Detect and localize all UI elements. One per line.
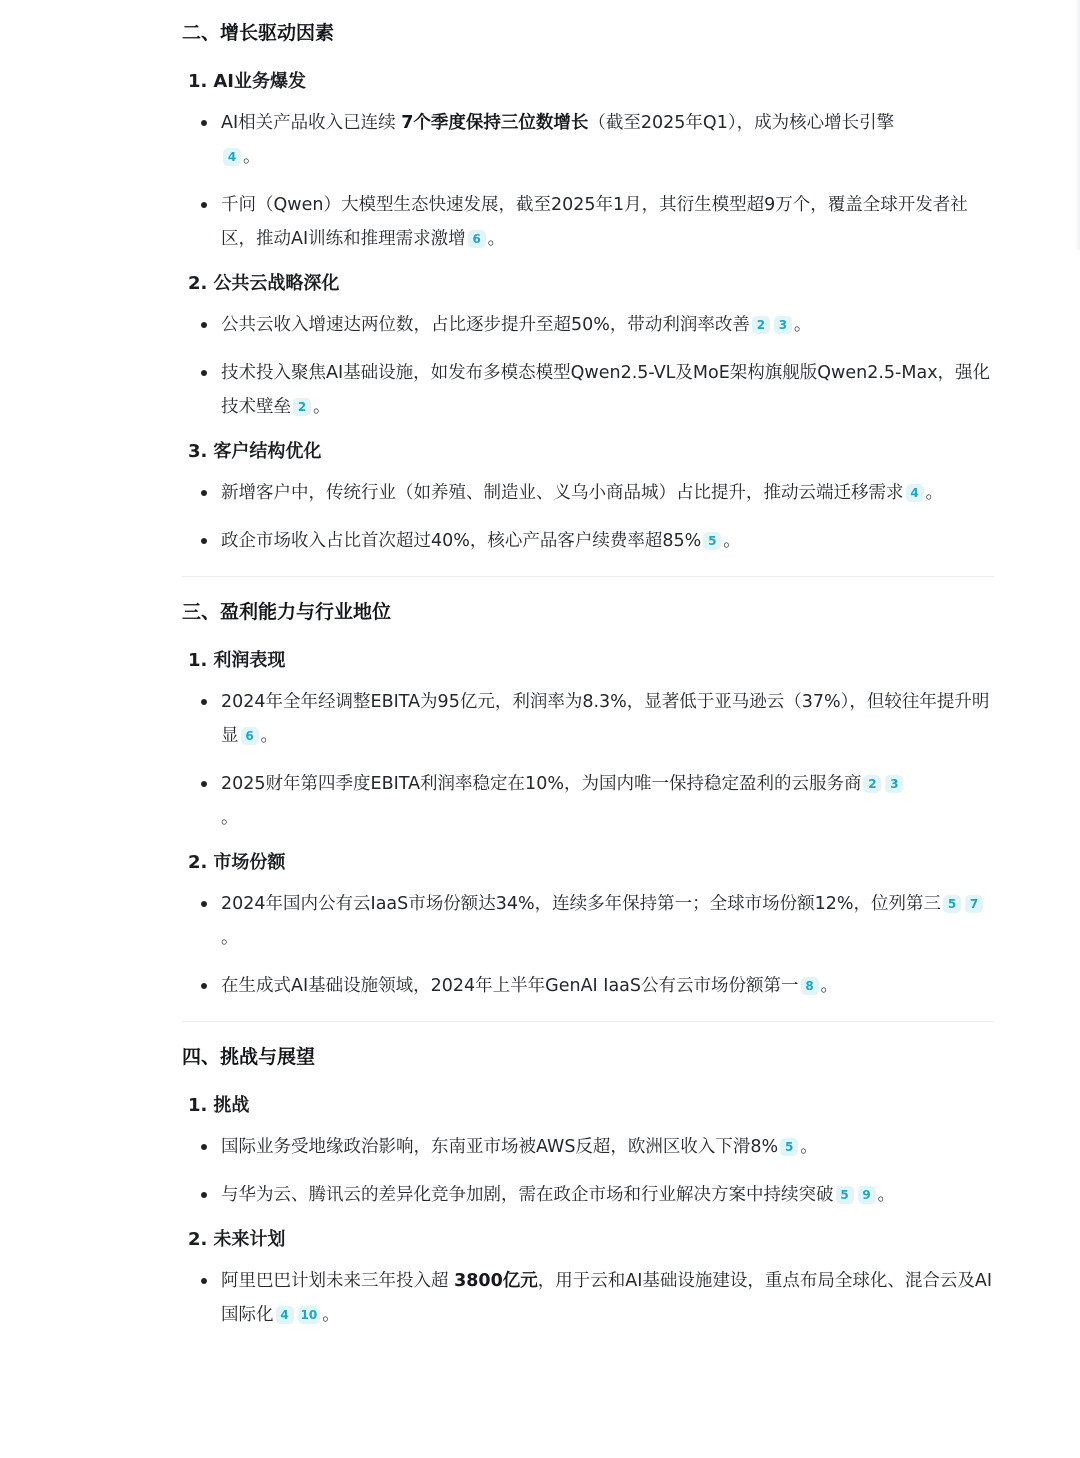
citation-badge[interactable]: 3 bbox=[774, 316, 792, 334]
subheading-challenges: 1. 挑战 bbox=[188, 1095, 250, 1116]
list-item: 公共云收入增速达两位数，占比逐步提升至超50%，带动利润率改善 2 3 。 bbox=[182, 308, 994, 342]
citation-badge[interactable]: 5 bbox=[780, 1138, 798, 1156]
list-item: 2024年国内公有云IaaS市场份额达34%，连续多年保持第一；全球市场份额12%，位列第三 5 7。 bbox=[182, 887, 994, 955]
subheading-customer-structure: 3. 客户结构优化 bbox=[188, 441, 322, 462]
subheading-profit-performance: 1. 利润表现 bbox=[188, 650, 286, 671]
list-item: 新增客户中，传统行业（如养殖、制造业、义乌小商品城）占比提升，推动云端迁移需求 4 。 bbox=[182, 476, 994, 510]
bullet-list bbox=[182, 308, 994, 424]
list-item: 国际业务受地缘政治影响，东南亚市场被AWS反超，欧洲区收入下滑8% 5 。 bbox=[182, 1130, 994, 1164]
citation-badge[interactable]: 10 bbox=[298, 1306, 321, 1324]
citation-badge[interactable]: 3 bbox=[885, 775, 903, 793]
bullet-list bbox=[182, 685, 994, 835]
bullet-list bbox=[182, 1130, 994, 1212]
list-item: 政企市场收入占比首次超过40%，核心产品客户续费率超85% 5 。 bbox=[182, 524, 994, 558]
bullet-list bbox=[182, 106, 994, 256]
section-heading-challenges-outlook: 四、挑战与展望 bbox=[182, 1046, 316, 1068]
list-item: AI相关产品收入已连续 7个季度保持三位数增长（截至2025年Q1），成为核心增长引擎 4 。 bbox=[182, 106, 994, 174]
report-document bbox=[182, 0, 994, 1332]
citation-badge[interactable]: 4 bbox=[223, 148, 241, 166]
list-item: 阿里巴巴计划未来三年投入超 3800亿元，用于云和AI基础设施建设，重点布局全球化、混合云及AI国际化 4 10 。 bbox=[182, 1264, 994, 1332]
citation-badge[interactable]: 8 bbox=[801, 977, 819, 995]
citation-badge[interactable]: 6 bbox=[468, 230, 486, 248]
citation-badge[interactable]: 5 bbox=[943, 895, 961, 913]
list-item: 在生成式AI基础设施领域，2024年上半年GenAI IaaS公有云市场份额第一 8 。 bbox=[182, 969, 994, 1003]
citation-badge[interactable]: 7 bbox=[965, 895, 983, 913]
bullet-list bbox=[182, 887, 994, 1003]
subheading-future-plans: 2. 未来计划 bbox=[188, 1229, 286, 1250]
citation-badge[interactable]: 2 bbox=[863, 775, 881, 793]
citation-badge[interactable]: 4 bbox=[276, 1306, 294, 1324]
section-heading-growth-drivers: 二、增长驱动因素 bbox=[182, 22, 335, 44]
list-item: 2024年全年经调整EBITA为95亿元，利润率为8.3%，显著低于亚马逊云（37%），但较往年提升明显 6 。 bbox=[182, 685, 994, 753]
list-item: 千问（Qwen）大模型生态快速发展，截至2025年1月，其衍生模型超9万个，覆盖全球开发者社区，推动AI训练和推理需求激增 6 。 bbox=[182, 188, 994, 256]
bullet-list bbox=[182, 1264, 994, 1332]
citation-badge[interactable]: 4 bbox=[906, 484, 924, 502]
scrollbar-track[interactable] bbox=[1074, 0, 1080, 250]
subheading-market-share: 2. 市场份额 bbox=[188, 852, 286, 873]
section-heading-profitability: 三、盈利能力与行业地位 bbox=[182, 601, 392, 623]
citation-badge[interactable]: 9 bbox=[858, 1186, 876, 1204]
list-item: 技术投入聚焦AI基础设施，如发布多模态模型Qwen2.5-VL及MoE架构旗舰版Qwen2.5-Max，强化技术壁垒 2 。 bbox=[182, 356, 994, 424]
citation-badge[interactable]: 2 bbox=[293, 398, 311, 416]
citation-badge[interactable]: 6 bbox=[241, 727, 259, 745]
list-item: 与华为云、腾讯云的差异化竞争加剧，需在政企市场和行业解决方案中持续突破 5 9 。 bbox=[182, 1178, 994, 1212]
citation-badge[interactable]: 5 bbox=[836, 1186, 854, 1204]
subheading-public-cloud: 2. 公共云战略深化 bbox=[188, 273, 340, 294]
subheading-ai-business: 1. AI业务爆发 bbox=[188, 71, 307, 92]
bullet-list bbox=[182, 476, 994, 558]
citation-badge[interactable]: 5 bbox=[703, 532, 721, 550]
citation-badge[interactable]: 2 bbox=[752, 316, 770, 334]
list-item: 2025财年第四季度EBITA利润率稳定在10%，为国内唯一保持稳定盈利的云服务商 2 3 。 bbox=[182, 767, 994, 835]
